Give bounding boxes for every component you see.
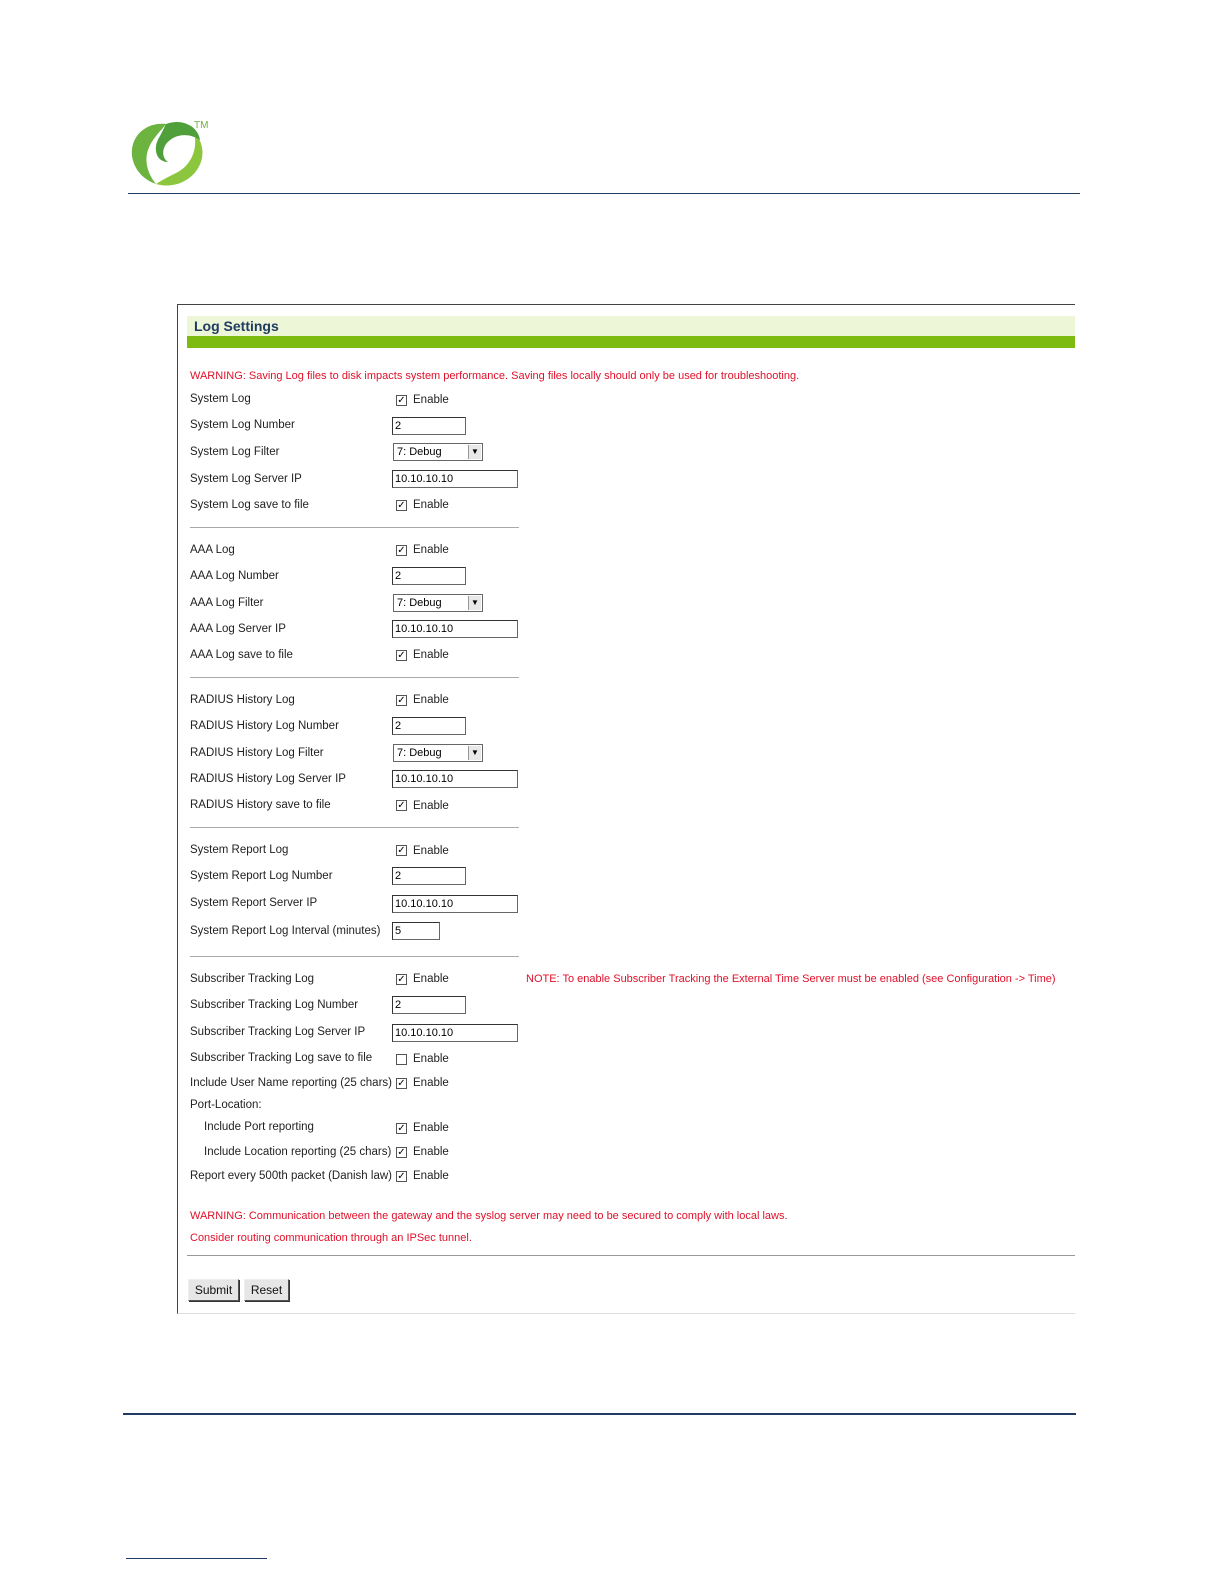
aaa-log-filter-label: AAA Log Filter (190, 597, 264, 609)
aaa-log-save-label: AAA Log save to file (190, 649, 293, 661)
subscriber-log-label: Subscriber Tracking Log (190, 973, 315, 985)
subscriber-time-server-note: NOTE: To enable Subscriber Tracking the External Time Server must be enabled (see Configuration -> Time) (526, 973, 1056, 985)
radius-log-server-label: RADIUS History Log Server IP (190, 773, 346, 785)
radius-log-label: RADIUS History Log (190, 694, 295, 706)
radius-log-filter-label: RADIUS History Log Filter (190, 747, 324, 759)
username-reporting-label: Include User Name reporting (25 chars) (190, 1077, 392, 1089)
system-log-enable-label: Enable (413, 394, 449, 406)
subscriber-log-checkbox[interactable]: ✓ (397, 974, 406, 985)
location-reporting-label: Include Location reporting (25 chars) (204, 1146, 392, 1158)
radius-log-number-label: RADIUS History Log Number (190, 720, 339, 732)
radius-log-save-enable-label: Enable (413, 800, 449, 812)
system-log-save-checkbox[interactable]: ✓ (397, 500, 406, 511)
footnote-rule (126, 1558, 267, 1559)
radius-log-enable-label: Enable (413, 694, 449, 706)
report-log-checkbox[interactable]: ✓ (397, 845, 406, 856)
reset-button[interactable]: Reset (244, 1279, 289, 1301)
username-reporting-checkbox[interactable]: ✓ (397, 1078, 406, 1089)
system-log-checkbox[interactable]: ✓ (397, 395, 406, 406)
aaa-log-number-input[interactable]: 2 (392, 567, 466, 585)
radius-log-server-input[interactable]: 10.10.10.10 (392, 770, 518, 788)
system-log-number-input[interactable]: 2 (392, 417, 466, 435)
section-divider (190, 527, 519, 528)
aaa-log-label: AAA Log (190, 544, 235, 556)
subscriber-log-number-input[interactable]: 2 (392, 996, 466, 1014)
subscriber-log-save-checkbox[interactable] (396, 1054, 407, 1065)
aaa-log-number-label: AAA Log Number (190, 570, 279, 582)
system-log-save-enable-label: Enable (413, 499, 449, 511)
danish-law-label: Report every 500th packet (Danish law) (190, 1170, 392, 1182)
report-log-number-input[interactable]: 2 (392, 867, 466, 885)
aaa-log-server-label: AAA Log Server IP (190, 623, 286, 635)
warning-syslog-security: WARNING: Communication between the gateway and the syslog server may need to be secured to comply with local laws. (190, 1210, 788, 1222)
subscriber-log-save-label: Subscriber Tracking Log save to file (190, 1052, 373, 1064)
chevron-down-icon: ▼ (468, 596, 481, 610)
port-reporting-checkbox[interactable]: ✓ (397, 1123, 406, 1134)
system-log-server-input[interactable]: 10.10.10.10 (392, 470, 518, 488)
report-interval-label: System Report Log Interval (minutes) (190, 925, 381, 937)
page-footer-rule (123, 1413, 1076, 1415)
report-log-enable-label: Enable (413, 845, 449, 857)
aaa-log-server-input[interactable]: 10.10.10.10 (392, 620, 518, 638)
aaa-log-filter-value: 7: Debug (397, 597, 442, 609)
report-interval-input[interactable]: 5 (392, 922, 440, 940)
system-log-label: System Log (190, 393, 251, 405)
radius-log-save-label: RADIUS History save to file (190, 799, 331, 811)
aaa-log-filter-select[interactable] (393, 594, 483, 612)
system-log-filter-select[interactable] (393, 443, 483, 461)
system-log-save-label: System Log save to file (190, 499, 309, 511)
warning-disk-performance: WARNING: Saving Log files to disk impacts system performance. Saving files locally should only be used for troubleshooting. (190, 370, 800, 382)
system-log-number-label: System Log Number (190, 419, 295, 431)
subscriber-log-server-label: Subscriber Tracking Log Server IP (190, 1026, 366, 1038)
section-divider (190, 956, 519, 957)
footer-divider (187, 1255, 1075, 1256)
subscriber-log-server-input[interactable]: 10.10.10.10 (392, 1024, 518, 1042)
location-reporting-checkbox[interactable]: ✓ (397, 1147, 406, 1158)
subscriber-log-number-label: Subscriber Tracking Log Number (190, 999, 359, 1011)
aaa-log-checkbox[interactable]: ✓ (397, 545, 406, 556)
aaa-log-save-enable-label: Enable (413, 649, 449, 661)
radius-log-number-input[interactable]: 2 (392, 717, 466, 735)
warning-ipsec-tunnel: Consider routing communication through an IPSec tunnel. (190, 1232, 472, 1244)
svg-text:TM: TM (194, 120, 209, 131)
report-log-number-label: System Report Log Number (190, 870, 333, 882)
subscriber-log-save-enable-label: Enable (413, 1053, 449, 1065)
report-server-input[interactable]: 10.10.10.10 (392, 895, 518, 913)
aaa-log-save-checkbox[interactable]: ✓ (397, 650, 406, 661)
location-reporting-enable-label: Enable (413, 1146, 449, 1158)
chevron-down-icon: ▼ (468, 746, 481, 760)
port-reporting-enable-label: Enable (413, 1122, 449, 1134)
system-log-filter-label: System Log Filter (190, 446, 280, 458)
danish-law-checkbox[interactable]: ✓ (397, 1171, 406, 1182)
section-divider (190, 677, 519, 678)
aaa-log-enable-label: Enable (413, 544, 449, 556)
submit-button[interactable]: Submit (188, 1279, 239, 1301)
danish-law-enable-label: Enable (413, 1170, 449, 1182)
report-server-label: System Report Server IP (190, 897, 318, 909)
chevron-down-icon: ▼ (468, 445, 481, 459)
section-divider (190, 827, 519, 828)
radius-log-save-checkbox[interactable]: ✓ (397, 800, 406, 811)
radius-log-filter-select[interactable] (393, 744, 483, 762)
username-reporting-enable-label: Enable (413, 1077, 449, 1089)
header-rule (128, 193, 1080, 194)
radius-log-checkbox[interactable]: ✓ (397, 695, 406, 706)
port-location-label: Port-Location: (190, 1099, 262, 1111)
title-accent-bar (187, 336, 1075, 348)
panel-title: Log Settings (187, 316, 1075, 336)
system-log-filter-value: 7: Debug (397, 446, 442, 458)
port-reporting-label: Include Port reporting (204, 1121, 314, 1133)
radius-log-filter-value: 7: Debug (397, 747, 442, 759)
subscriber-log-enable-label: Enable (413, 973, 449, 985)
company-logo (126, 114, 216, 190)
system-log-server-label: System Log Server IP (190, 473, 302, 485)
report-log-label: System Report Log (190, 844, 289, 856)
